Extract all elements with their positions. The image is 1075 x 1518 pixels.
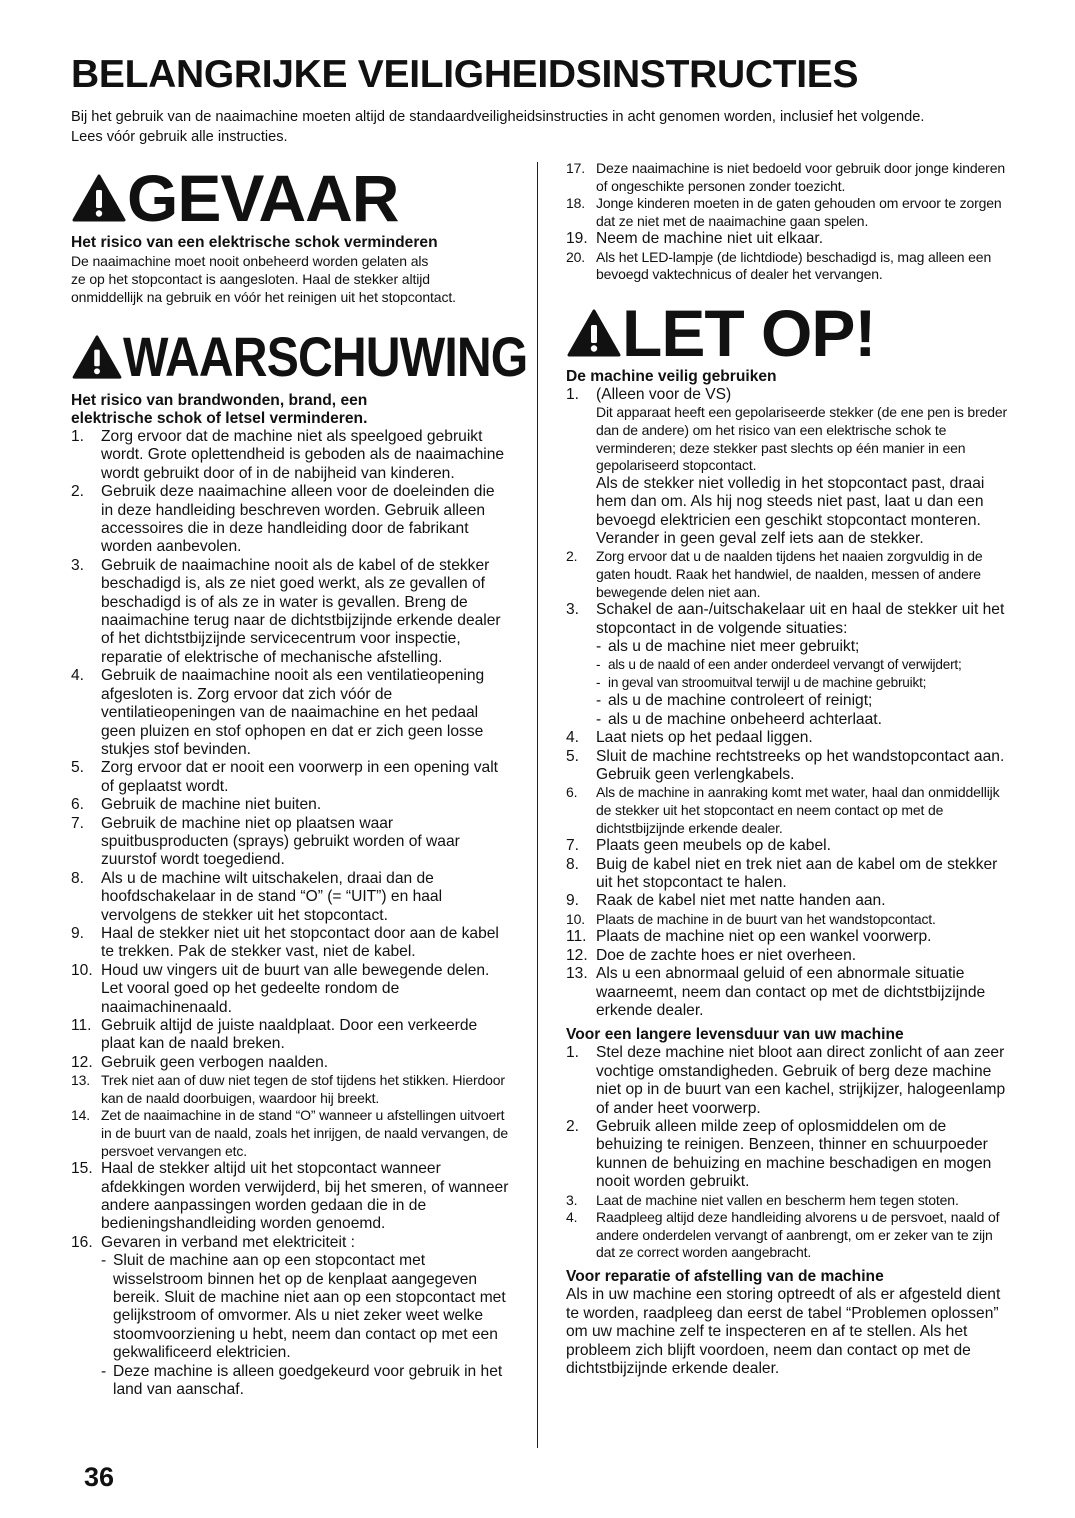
- list-item-text: Plaats geen meubels op de kabel.: [596, 837, 831, 855]
- list-item: [71, 1017, 511, 1054]
- list-item: [566, 386, 1012, 548]
- intro-line: Lees vóór gebruik alle instructies.: [71, 128, 288, 145]
- list-item-text: Schakel de aan-/uitschakelaar uit en haal de stekker uit het stopcontact in de volgende situaties:: [596, 601, 1005, 637]
- list-item-number: 3.: [566, 601, 580, 619]
- list-item: [566, 160, 1012, 195]
- column-divider: [537, 162, 538, 1448]
- repair-subheading: Voor reparatie of afstelling van de machine: [566, 1268, 884, 1286]
- longer-life-subheading: Voor een langere levensduur van uw machine: [566, 1026, 904, 1044]
- list-item-text: Gebruik de naaimachine nooit als een ventilatieopening afgesloten is. Zorg ervoor dat zich vóór de ventilatieopeningen van de naaimachine en het pedaal geen pluizen en stof ophopen en dat er zich geen losse stukjes stof bevinden.: [101, 667, 485, 758]
- list-item: [71, 925, 511, 962]
- list-item-text: Gevaren in verband met elektriciteit :: [101, 1233, 355, 1251]
- sub-list-item: - als u de naald of een ander onderdeel vervangt of verwijdert;: [596, 656, 1012, 674]
- list-item: [71, 483, 511, 557]
- list-item-text: Als het LED-lampje (de lichtdiode) beschadigd is, mag alleen een bevoegd vaktechnicus of dealer het vervangen.: [596, 248, 992, 283]
- list-item: [71, 667, 511, 759]
- right-column: [566, 160, 1012, 1379]
- caution-word: LET OP!: [622, 295, 876, 370]
- list-item-text: Raadpleeg altijd deze handleiding alvorens u de persvoet, naald of andere onderdelen vervangt of aanbrengt, om er zeker van te zijn dat ze correct worden aangebracht.: [596, 1209, 1000, 1261]
- list-item-text: Als u de machine wilt uitschakelen, draai dan de hoofdschakelaar in de stand “O” (= “UIT”) en haal vervolgens de stekker uit het stopcontact.: [101, 869, 443, 924]
- list-item-text: Gebruik alleen milde zeep of oplosmiddelen om de behuizing te reinigen. Benzeen, thinner en schuurpoeder kunnen de behuizing en machine beschadigen en mogen nooit worden gebruikt.: [596, 1118, 992, 1191]
- list-item: [566, 856, 1012, 893]
- danger-heading: [71, 162, 511, 234]
- list-item: [566, 230, 1012, 248]
- list-item-number: 16.: [71, 1233, 93, 1251]
- list-item-text: Raak de kabel niet met natte handen aan.: [596, 892, 886, 910]
- list-item: [71, 870, 511, 925]
- list-item: [71, 1107, 511, 1160]
- danger-text-line: onmiddellijk na gebruik en vóór het reinigen uit het stopcontact.: [71, 289, 456, 305]
- list-item: [71, 1234, 511, 1400]
- list-item-text: Als de machine in aanraking komt met water, haal dan onmiddellijk de stekker uit het stopcontact en neem contact op met de dichtstbijzijnde erkende dealer.: [596, 784, 1000, 836]
- sub-list-item: - Sluit de machine aan op een stopcontact met wisselstroom binnen het op de kenplaat aangegeven bereik. Sluit de machine niet aan op een stopcontact met gelijkstroom of omvormer. Als u niet zeker weet welke stoomvoorziening u hebt, neem dan contact op met een gekwalificeerd elektricien.: [101, 1252, 511, 1362]
- list-item-number: 5.: [566, 747, 580, 765]
- list-item: [566, 601, 1012, 729]
- list-item-number: 20.: [566, 248, 586, 265]
- warning-triangle-icon: [71, 334, 123, 380]
- list-item-number: 9.: [566, 892, 580, 910]
- list-item-text: Houd uw vingers uit de buurt van alle bewegende delen. Let vooral goed op het gedeelte rondom de naaimachinenaald.: [101, 961, 490, 1016]
- list-item: [71, 815, 511, 870]
- list-item-text: Gebruik deze naaimachine alleen voor de doeleinden die in deze handleiding beschreven worden. Gebruik alleen accessoires die in deze handleiding door de fabrikant worden aanbevolen.: [101, 483, 495, 556]
- warning-list-continued: [566, 160, 1012, 284]
- list-item-number: 3.: [566, 1191, 578, 1208]
- list-item-number: 12.: [71, 1053, 93, 1071]
- list-item: [566, 195, 1012, 230]
- list-item-text: Zorg ervoor dat u de naalden tijdens het naaien zorgvuldig in de gaten houdt. Raak het handwiel, de naalden, messen of andere bewegende delen niet aan.: [596, 548, 983, 600]
- list-item: [566, 965, 1012, 1020]
- list-item-number: 10.: [566, 910, 586, 927]
- safe-use-subheading: De machine veilig gebruiken: [566, 367, 777, 385]
- list-item-number: 11.: [566, 928, 587, 946]
- list-item: [566, 1044, 1012, 1118]
- list-item-number: 3.: [71, 556, 85, 574]
- list-item-number: 13.: [566, 965, 588, 983]
- list-item-number: 8.: [71, 869, 85, 887]
- list-item-number: 5.: [71, 759, 85, 777]
- list-item: [71, 796, 511, 814]
- list-item-text: (Alleen voor de VS): [596, 385, 732, 403]
- list-item: [71, 962, 511, 1017]
- list-item-number: 7.: [71, 814, 85, 832]
- list-item: [566, 784, 1012, 837]
- list-item-text: Buig de kabel niet en trek niet aan de kabel om de stekker uit het stopcontact te halen.: [596, 855, 998, 891]
- list-item-text: Laat de machine niet vallen en bescherm hem tegen stoten.: [596, 1191, 959, 1208]
- list-item-text: Gebruik de machine niet buiten.: [101, 796, 322, 814]
- list-item-number: 4.: [71, 667, 85, 685]
- repair-text: Als in uw machine een storing optreedt of als er afgesteld dient te worden, raadpleeg dan eerst de tabel “Problemen oplossen” om uw machine zelf te inspecteren en af te stellen. Als het probleem zich blijft voordoen, neem dan contact op met de dichtstbijzijnde erkende dealer.: [566, 1286, 1001, 1378]
- sub-list-item: - als u de machine onbeheerd achterlaat.: [596, 711, 1012, 729]
- list-item-number: 6.: [566, 784, 578, 801]
- list-item: [566, 548, 1012, 601]
- list-item-text: Zorg ervoor dat er nooit een voorwerp in een opening valt of geplaatst wordt.: [101, 759, 499, 795]
- list-item-text: Laat niets op het pedaal liggen.: [596, 729, 813, 747]
- list-item-number: 15.: [71, 1160, 93, 1178]
- list-item-text: Gebruik de naaimachine nooit als de kabel of de stekker beschadigd is, als ze niet goed werkt, als ze gevallen of beschadigd is of als ze in water is gevallen. Breng de naaimachine terug naar de dichtstbijzijnde erkende dealer of het dichtstbijzijnde servicecentrum voor inspectie, reparatie of elektrische of mechanische afstelling.: [101, 556, 501, 666]
- danger-text-line: De naaimachine moet nooit onbeheerd worden gelaten als: [71, 253, 429, 269]
- list-item-text: Neem de machine niet uit elkaar.: [596, 230, 824, 248]
- list-item-text: Als u een abnormaal geluid of een abnormale situatie waarneemt, neem dan contact op met de dichtstbijzijnde erkende dealer.: [596, 965, 986, 1020]
- list-item: [71, 759, 511, 796]
- sub-list-item: - als u de machine controleert of reinigt;: [596, 692, 1012, 710]
- warning-subheading-line: Het risico van brandwonden, brand, een: [71, 392, 368, 409]
- list-item: [566, 1209, 1012, 1262]
- list-item: [566, 1118, 1012, 1192]
- list-item-paragraph: Verander in geen geval zelf iets aan de stekker.: [596, 529, 924, 547]
- list-item-text: Plaats de machine in de buurt van het wandstopcontact.: [596, 910, 936, 927]
- list-item: [566, 1192, 1012, 1210]
- list-item-number: 1.: [566, 385, 580, 403]
- list-item-number: 9.: [71, 924, 85, 942]
- list-item-number: 1.: [71, 428, 85, 445]
- danger-subheading: Het risico van een elektrische schok verminderen: [71, 234, 438, 251]
- list-item: [566, 729, 1012, 747]
- danger-word: GEVAAR: [127, 161, 399, 235]
- sub-list-item: - als u de machine niet meer gebruikt;: [596, 638, 1012, 656]
- list-item-text: Trek niet aan of duw niet tegen de stof tijdens het stikken. Hierdoor kan de naald doorbuigen, waardoor hij breekt.: [101, 1072, 505, 1106]
- list-item: [566, 911, 1012, 929]
- safe-use-list: [566, 386, 1012, 1020]
- list-item-text: Zorg ervoor dat de machine niet als speelgoed gebruikt wordt. Grote oplettendheid is geboden als de naaimachine wordt gebruikt door of in de nabijheid van kinderen.: [101, 428, 505, 482]
- list-item: [566, 748, 1012, 785]
- sub-list-item: - Deze machine is alleen goedgekeurd voor gebruik in het land van aanschaf.: [101, 1363, 511, 1400]
- list-item-text: Doe de zachte hoes er niet overheen.: [596, 946, 857, 964]
- caution-heading: [566, 295, 1012, 370]
- list-item-number: 2.: [71, 483, 85, 501]
- page-title: BELANGRIJKE VEILIGHEIDSINSTRUCTIES: [71, 53, 859, 96]
- list-item-number: 11.: [71, 1017, 92, 1034]
- sub-list-item: - in geval van stroomuitval terwijl u de machine gebruikt;: [596, 674, 1012, 692]
- list-item-number: 13.: [71, 1072, 91, 1089]
- list-item: [566, 928, 1012, 946]
- list-item-text: Gebruik de machine niet op plaatsen waar spuitbusproducten (sprays) gebruikt worden of waar zuurstof wordt toegediend.: [101, 814, 460, 869]
- danger-text-line: ze op het stopcontact is aangesloten. Haal de stekker altijd: [71, 271, 430, 287]
- list-item-number: 12.: [566, 946, 588, 964]
- warning-subheading-line: elektrische schok of letsel verminderen.: [71, 410, 368, 427]
- list-item-text: Gebruik altijd de juiste naaldplaat. Door een verkeerde plaat kan de naald breken.: [101, 1017, 478, 1053]
- list-item: [71, 428, 511, 483]
- sub-list: [596, 638, 1012, 729]
- list-item-number: 4.: [566, 729, 580, 747]
- list-item-text: Haal de stekker altijd uit het stopcontact wanneer afdekkingen worden verwijderd, bij het smeren, of wanneer andere aanpassingen worden gedaan die in de bedieningshandleiding worden genoemd.: [101, 1160, 509, 1233]
- list-item: [71, 1160, 511, 1234]
- page-number: 36: [84, 1462, 115, 1492]
- list-item-number: 7.: [566, 837, 580, 855]
- warning-heading: [71, 322, 528, 392]
- list-item-number: 18.: [566, 195, 586, 212]
- list-item-text: Deze naaimachine is niet bedoeld voor gebruik door jonge kinderen of ongeschikte personen zonder toezicht.: [596, 160, 1005, 194]
- list-item-text: Plaats de machine niet op een wankel voorwerp.: [596, 928, 932, 946]
- list-item-paragraph: Als de stekker niet volledig in het stopcontact past, draai hem dan om. Als hij nog steeds niet past, laat u dan een bevoegd elektricien een geschikt stopcontact monteren.: [596, 474, 985, 529]
- list-item-number: 2.: [566, 1118, 580, 1136]
- intro-line: Bij het gebruik van de naaimachine moeten altijd de standaardveiligheidsinstructies in acht genomen worden, inclusief het volgende.: [71, 109, 925, 125]
- list-item: [71, 1072, 511, 1107]
- left-column: [71, 160, 528, 1399]
- list-item-number: 6.: [71, 796, 85, 814]
- list-item: [71, 1054, 511, 1072]
- intro: [71, 108, 1021, 147]
- list-item-text: Stel deze machine niet bloot aan direct zonlicht of aan zeer vochtige omstandigheden. Gebruik of berg deze machine niet op in de buurt van een kachel, strijkijzer, halogeenlamp of ander heet voorwerp.: [596, 1044, 1006, 1117]
- list-item-number: 10.: [71, 961, 93, 979]
- list-item: [566, 947, 1012, 965]
- list-item-text: Sluit de machine rechtstreeks op het wandstopcontact aan. Gebruik geen verlengkabels.: [596, 747, 1005, 783]
- longer-life-list: [566, 1044, 1012, 1262]
- list-item-number: 4.: [566, 1209, 578, 1226]
- list-item-text: Haal de stekker niet uit het stopcontact door aan de kabel te trekken. Pak de stekker vast, niet de kabel.: [101, 924, 499, 961]
- list-item-number: 17.: [566, 160, 586, 176]
- list-item: [566, 892, 1012, 910]
- list-item: [566, 249, 1012, 284]
- list-item-text: Gebruik geen verbogen naalden.: [101, 1053, 329, 1071]
- list-item-number: 8.: [566, 855, 580, 873]
- warning-list: [71, 428, 511, 1399]
- warning-triangle-icon: [566, 308, 622, 358]
- list-item: [566, 837, 1012, 855]
- list-item-number: 14.: [71, 1107, 91, 1124]
- list-item-number: 19.: [566, 230, 588, 248]
- warning-word: WAARSCHUWING: [123, 325, 528, 388]
- list-item-paragraph: Dit apparaat heeft een gepolariseerde stekker (de ene pen is breder dan de andere) om het risico van een elektrische schok te verminderen; deze stekker past slechts op één manier in een gepolariseerd stopcontact.: [596, 404, 1007, 474]
- sub-list: [101, 1252, 511, 1399]
- list-item-text: Zet de naaimachine in de stand “O” wanneer u afstellingen uitvoert in de buurt van de naald, zoals het inrijgen, de naald vervangen, de persvoet vervangen etc.: [101, 1107, 508, 1159]
- list-item-number: 1.: [566, 1044, 580, 1062]
- warning-triangle-icon: [71, 173, 127, 223]
- list-item-text: Jonge kinderen moeten in de gaten gehouden om ervoor te zorgen dat ze niet met de naaimachine gaan spelen.: [596, 195, 1002, 229]
- list-item-number: 2.: [566, 548, 578, 565]
- list-item: [71, 557, 511, 667]
